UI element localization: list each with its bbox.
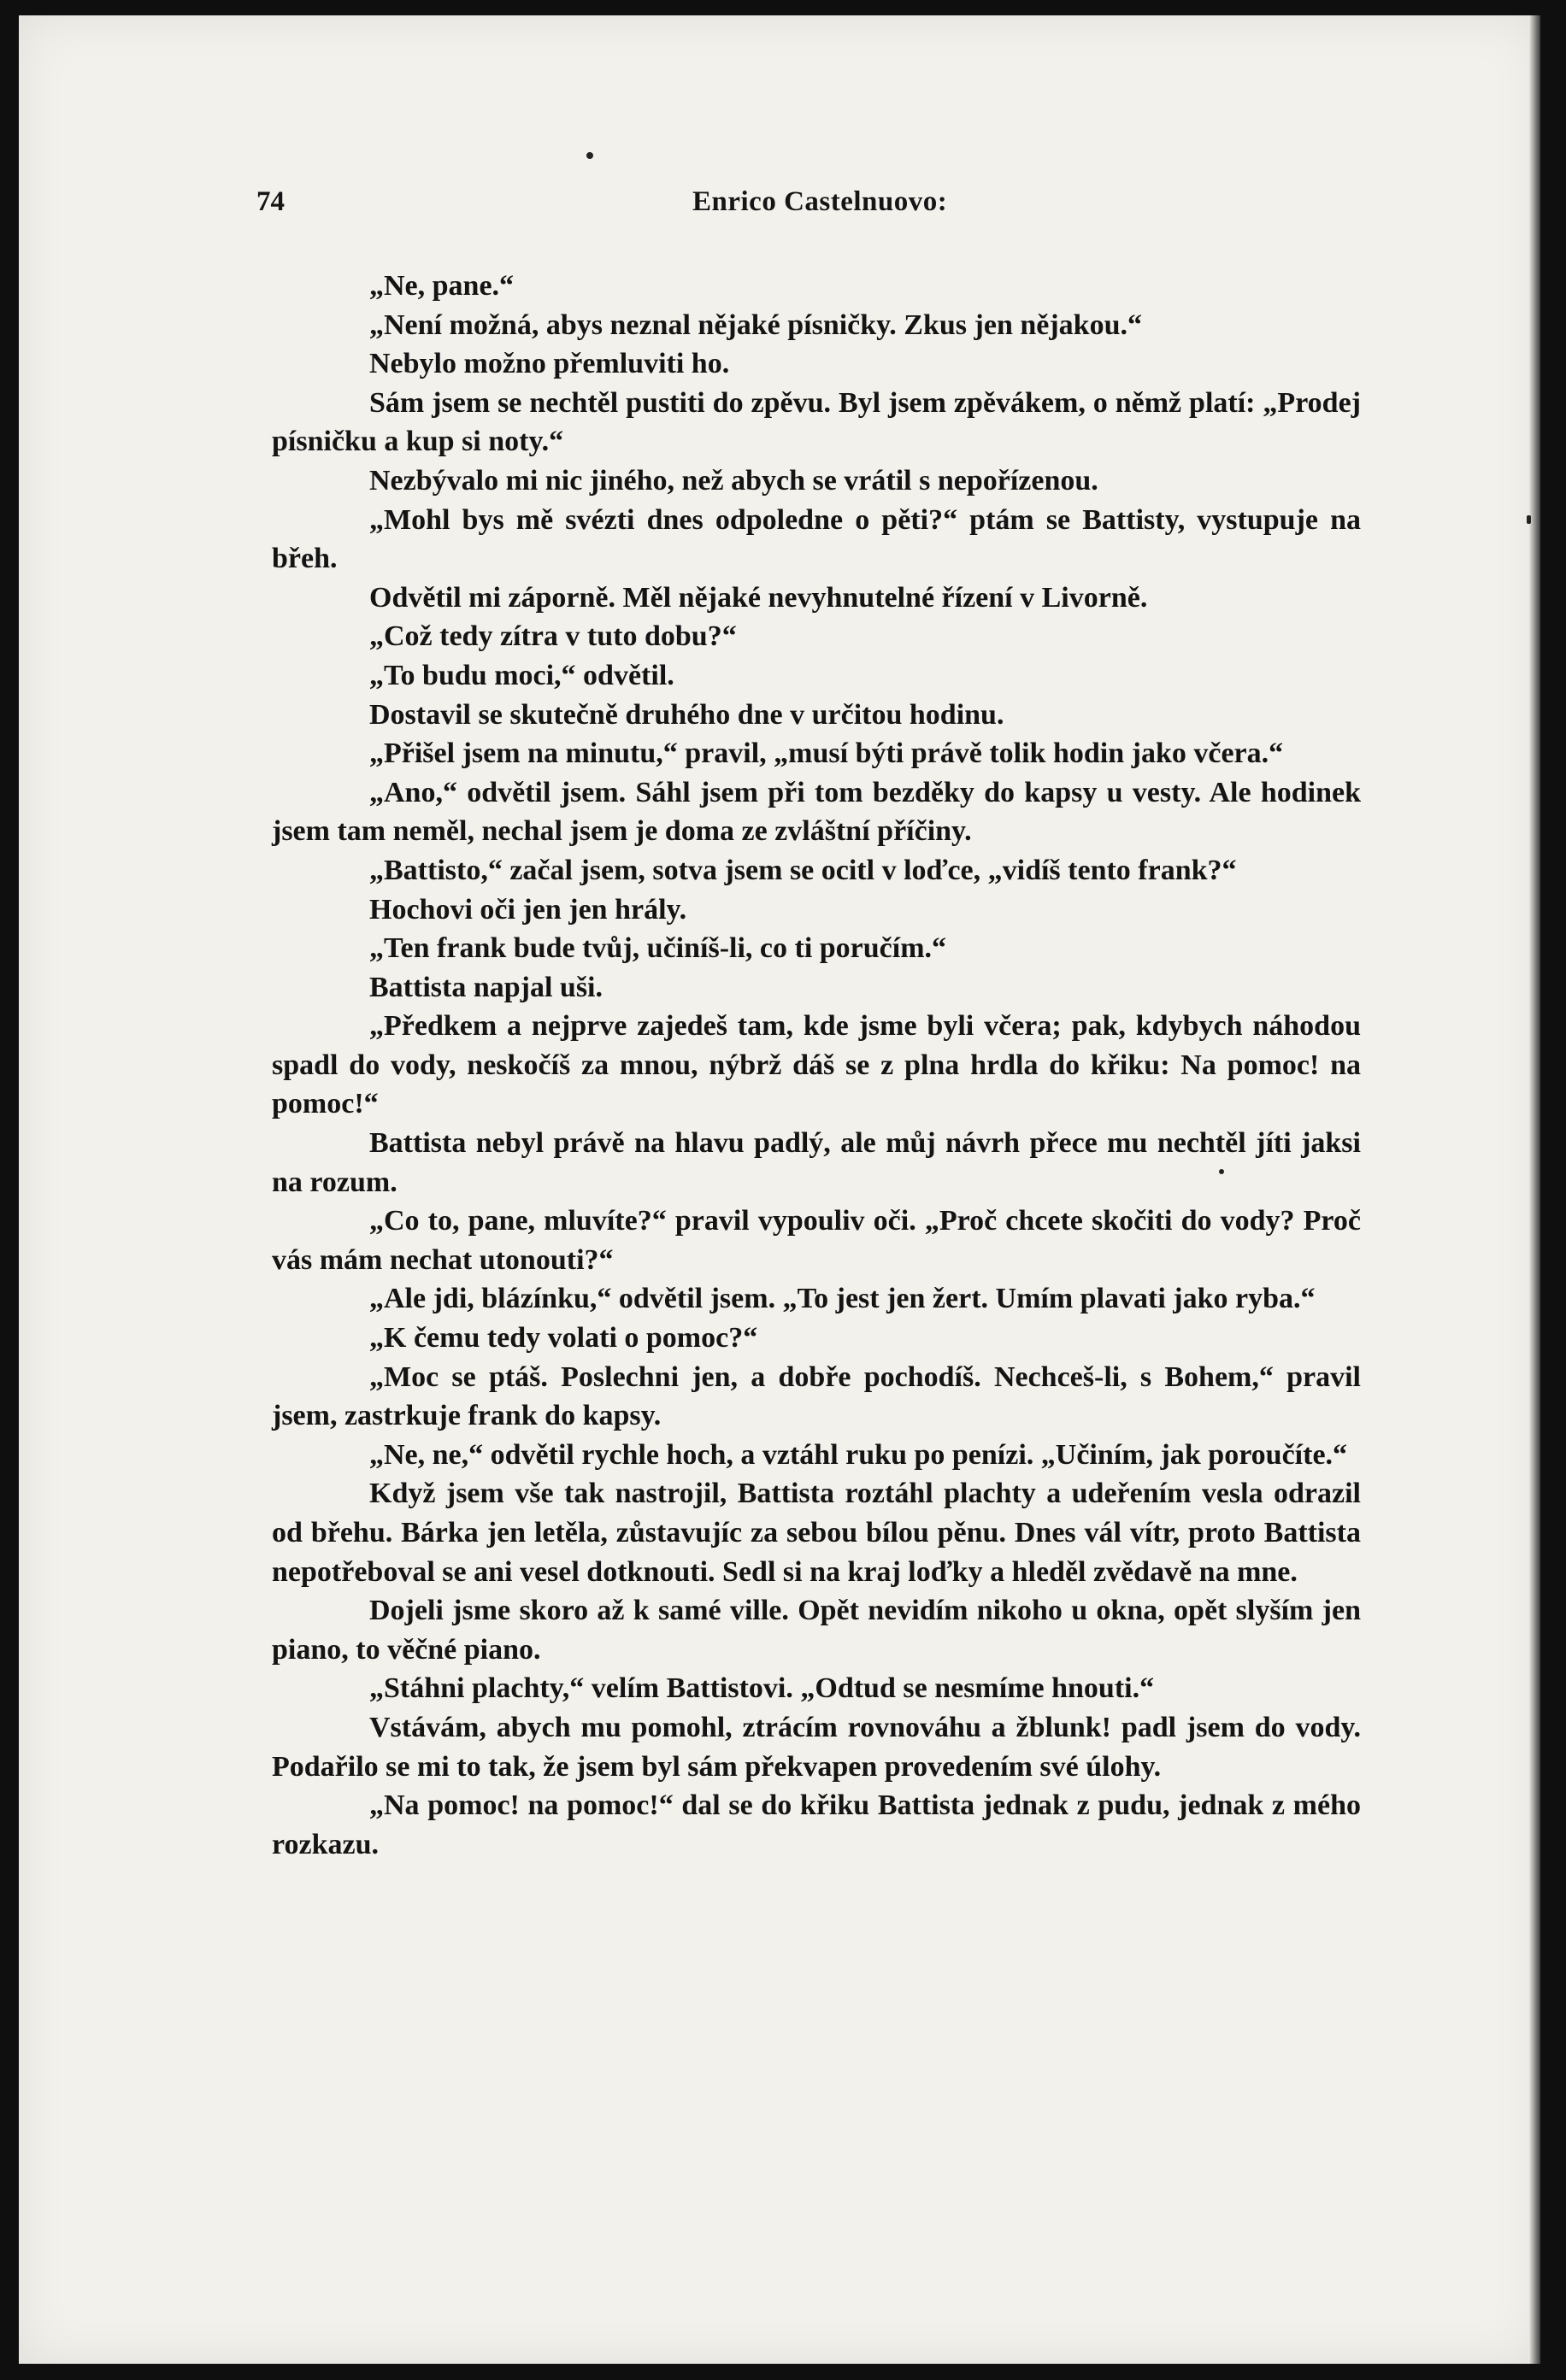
paragraph: Nebylo možno přemluviti ho. [369, 348, 730, 380]
running-title: Enrico Castelnuovo: [692, 186, 948, 217]
paragraph: Dostavil se skutečně druhého dne v určitou hodinu. [369, 698, 1004, 731]
paragraph: „Co to, pane, mluvíte?“ pravil vypouliv oči. „Proč chcete skočiti do vody? Proč vás mám nechat utonouti?“ [272, 1205, 1361, 1276]
paragraph: „To budu moci,“ odvětil. [369, 659, 674, 691]
paragraph: „Předkem a nejprve zajedeš tam, kde jsme byli včera; pak, kdybych náhodou spadl do vody, neskočíš za mnou, nýbrž dáš se z plna hrdla do křiku: Na pomoc! na pomoc!“ [272, 1010, 1361, 1120]
paragraph: Nezbývalo mi nic jiného, než abych se vrátil s nepořízenou. [369, 464, 1098, 497]
paragraph: „Ale jdi, blázínku,“ odvětil jsem. „To jest jen žert. Umím plavati jako ryba.“ [369, 1283, 1316, 1315]
paragraph: „Ne, ne,“ odvětil rychle hoch, a vztáhl ruku po penízi. „Učiním, jak poroučíte.“ [369, 1438, 1348, 1471]
paragraph: Když jsem vše tak nastrojil, Battista roztáhl plachty a udeřením vesla odrazil od břehu. Bárka jen letěla, zůstavujíc za sebou bílou pěnu. Dnes vál vítr, proto Battista nepotřeboval se ani vesel dotknouti. Sedl si na kraj loďky a hleděl zvědavě na mne. [272, 1478, 1361, 1588]
page-number: 74 [256, 186, 285, 217]
print-speck [1527, 515, 1531, 524]
paragraph: „Na pomoc! na pomoc!“ dal se do křiku Battista jednak z pudu, jednak z mého rozkazu. [272, 1789, 1361, 1860]
paragraph: Sám jsem se nechtěl pustiti do zpěvu. Byl jsem zpěvákem, o němž platí: „Prodej písničku a kup si noty.“ [272, 386, 1361, 458]
paragraph: „Moc se ptáš. Poslechni jen, a dobře pochodíš. Nechceš-li, s Bohem,“ pravil jsem, zastrkuje frank do kapsy. [272, 1360, 1361, 1432]
body-text [272, 267, 1361, 1864]
paragraph: Vstávám, abych mu pomohl, ztrácím rovnováhu a žblunk! padl jsem do vody. Podařilo se mi to tak, že jsem byl sám překvapen provedením své úlohy. [272, 1711, 1361, 1783]
paragraph: Battista napjal uši. [369, 971, 603, 1003]
paragraph: „K čemu tedy volati o pomoc?“ [369, 1322, 758, 1355]
paragraph: „Stáhni plachty,“ velím Battistovi. „Odtud se nesmíme hnouti.“ [369, 1672, 1155, 1705]
paragraph: Dojeli jsme skoro až k samé ville. Opět nevidím nikoho u okna, opět slyším jen piano, to věčné piano. [272, 1595, 1361, 1666]
paragraph: „Ne, pane.“ [369, 270, 515, 302]
paragraph: „Což tedy zítra v tuto dobu?“ [369, 620, 737, 653]
print-speck [586, 152, 593, 159]
paragraph: Hochovi oči jen jen hrály. [369, 893, 687, 926]
paragraph: „Přišel jsem na minutu,“ pravil, „musí býti právě tolik hodin jako včera.“ [369, 738, 1284, 770]
paragraph: Battista nebyl právě na hlavu padlý, ale můj návrh přece mu nechtěl jíti jaksi na rozum. [272, 1127, 1361, 1198]
paragraph: „Ten frank bude tvůj, učiníš-li, co ti poručím.“ [369, 932, 947, 965]
page-header [256, 186, 1359, 229]
paragraph: „Ano,“ odvětil jsem. Sáhl jsem při tom bezděky do kapsy u vesty. Ale hodinek jsem tam neměl, nechal jsem je doma ze zvláštní příčiny. [272, 776, 1361, 848]
paragraph: „Není možná, abys neznal nějaké písničky. Zkus jen nějakou.“ [369, 309, 1142, 341]
binding-shadow [1528, 15, 1540, 2364]
paragraph: „Battisto,“ začal jsem, sotva jsem se ocitl v loďce, „vidíš tento frank?“ [369, 854, 1237, 886]
paragraph: Odvětil mi záporně. Měl nějaké nevyhnutelné řízení v Livorně. [369, 581, 1148, 614]
paragraph: „Mohl bys mě svézti dnes odpoledne o pěti?“ ptám se Battisty, vystupuje na břeh. [272, 503, 1361, 575]
